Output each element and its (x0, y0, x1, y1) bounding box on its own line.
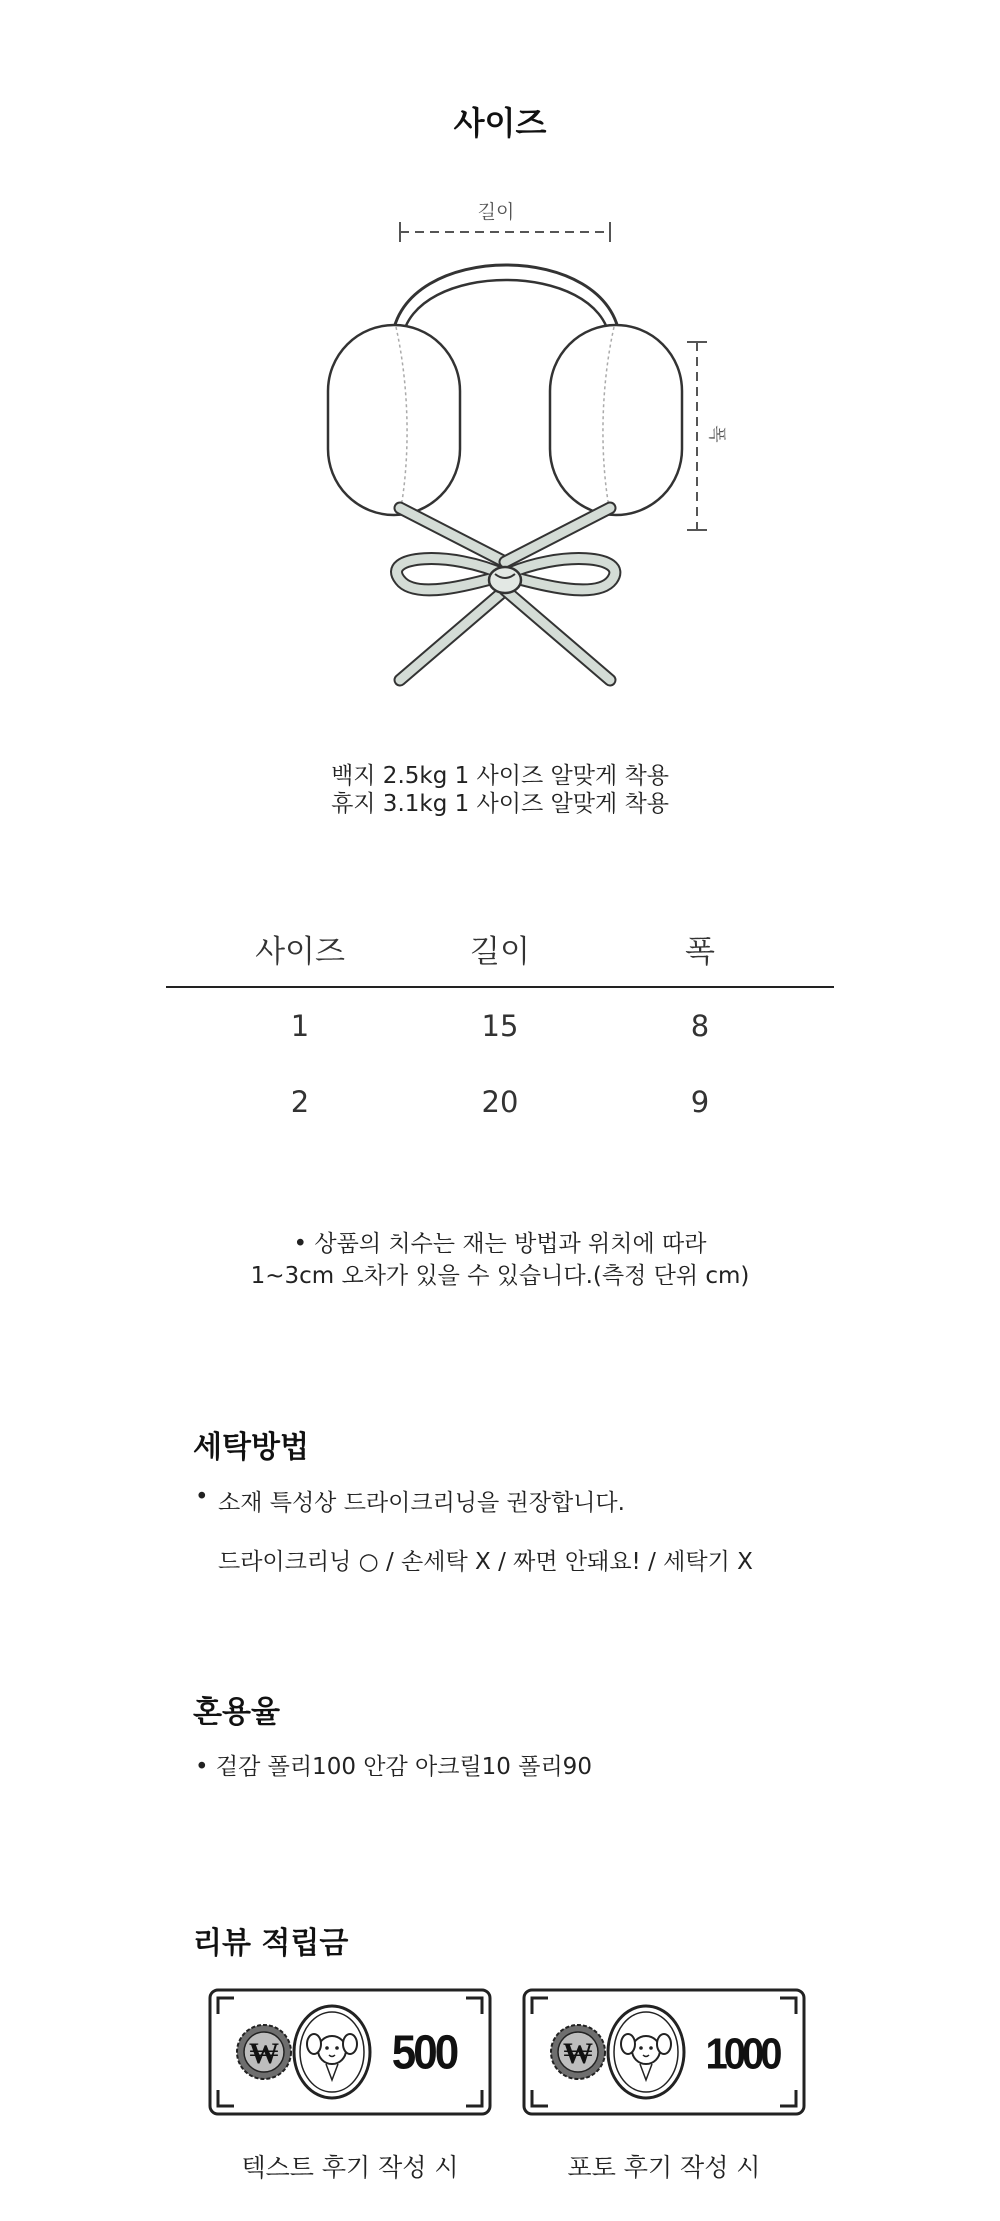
material-line: • 겉감 폴리100 안감 아크릴10 폴리90 (195, 1754, 592, 1780)
measure-note-2: 1~3cm 오차가 있을 수 있습니다.(측정 단위 cm) (250, 1263, 750, 1289)
header-length: 길이 (470, 933, 530, 970)
cell-size: 1 (290, 1009, 310, 1043)
washing-line-2: 드라이크리닝 ○ / 손세탁 X / 짜면 안돼요! / 세탁기 X (218, 1549, 753, 1575)
reward-caption-photo: 포토 후기 작성 시 (567, 2153, 761, 2182)
reward-coupon-photo (522, 1988, 806, 2116)
length-dimension (400, 222, 610, 242)
length-label: 길이 (477, 201, 515, 223)
material-title: 혼용율 (193, 1695, 280, 1730)
won-coin-icon (237, 2025, 291, 2079)
width-label: 폭 (706, 425, 727, 443)
review-title: 리뷰 적립금 (193, 1926, 349, 1961)
width-dimension (687, 342, 707, 530)
dog-face-icon (294, 2006, 370, 2098)
fit-note-2: 휴지 3.1kg 1 사이즈 알맞게 착용 (331, 791, 669, 817)
size-table-header (166, 910, 834, 988)
dog-face-icon (608, 2006, 684, 2098)
measure-note-1: • 상품의 치수는 재는 방법과 위치에 따라 (293, 1231, 707, 1257)
reward-amount: 500 (391, 2024, 457, 2079)
earmuff-illustration (300, 190, 727, 710)
cell-size: 2 (290, 1085, 310, 1119)
washing-line-1: 소재 특성상 드라이크리닝을 권장합니다. (218, 1490, 625, 1516)
cell-length: 20 (481, 1085, 519, 1119)
won-coin-icon (551, 2025, 605, 2079)
fit-note-1: 백지 2.5kg 1 사이즈 알맞게 착용 (331, 763, 669, 789)
page-title: 사이즈 (453, 104, 547, 142)
table-row (166, 1064, 834, 1140)
washing-bullet: • (195, 1484, 209, 1510)
cell-width: 8 (690, 1009, 710, 1043)
reward-coupon-text (208, 1988, 492, 2116)
won-symbol: ₩ (249, 2036, 279, 2071)
cell-length: 15 (481, 1009, 519, 1043)
header-size: 사이즈 (255, 933, 345, 970)
cell-width: 9 (690, 1085, 710, 1119)
header-width: 폭 (685, 933, 715, 970)
size-table (166, 910, 834, 1140)
washing-title: 세탁방법 (193, 1430, 309, 1465)
won-symbol: ₩ (563, 2036, 593, 2071)
reward-amount: 1000 (705, 2028, 779, 2078)
table-row (166, 988, 834, 1064)
reward-caption-text: 텍스트 후기 작성 시 (241, 2153, 459, 2182)
